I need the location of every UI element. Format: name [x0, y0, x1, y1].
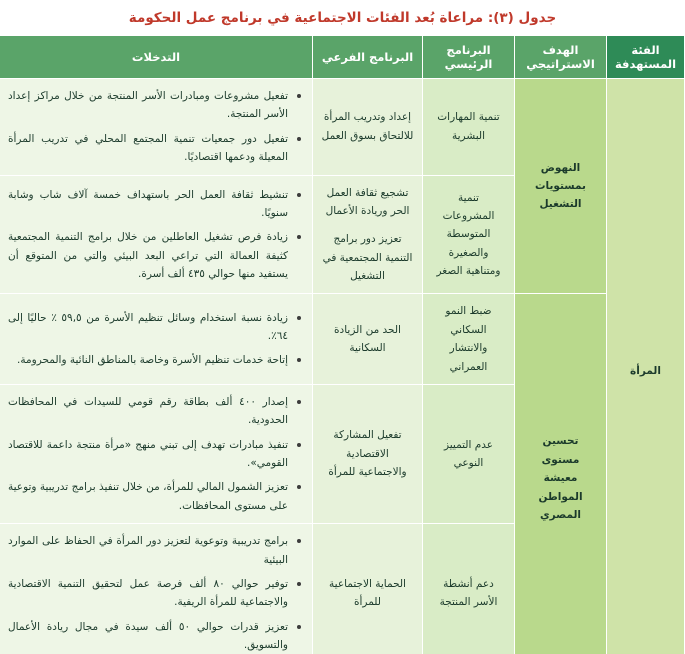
cell-sub-program — [313, 384, 423, 523]
cell-main-program: دعم أنشطة الأسر المنتجة — [423, 524, 515, 654]
intervention-item: زيادة نسبة استخدام وسائل تنظيم الأسرة من ٥٩,٥ ٪ حاليًا إلى ٦٤٪. — [8, 309, 290, 346]
sub-program-line: الحماية الاجتماعية للمرأة — [329, 577, 406, 609]
intervention-item: زيادة فرص تشغيل العاطلين من خلال برامج التنمية المجتمعية كثيفة العمالة التي تراعي البعد البيئي والتي من المتوقع أن يستفيد منها حوالي ٤٣٥ ألف أسرة. — [8, 228, 290, 283]
intervention-item: تفعيل مشروعات ومبادرات الأسر المنتجة من خلال مراكز إعداد الأسر المنتجة. — [8, 87, 290, 124]
intervention-list — [8, 532, 304, 654]
cell-target-group: المرأة — [607, 79, 685, 654]
cell-interventions — [0, 79, 313, 176]
column-header-main: البرنامج الرئيسي — [423, 36, 515, 79]
intervention-list — [8, 309, 304, 370]
cell-interventions — [0, 294, 313, 385]
cell-sub-program — [313, 79, 423, 176]
cell-interventions — [0, 384, 313, 523]
intervention-item: برامج تدريبية وتوعوية لتعزيز دور المرأة في الحفاظ على الموارد البيئية — [8, 532, 290, 569]
sub-program-line: الحد من الزيادة السكانية — [334, 323, 401, 355]
sub-program-line: تشجيع ثقافة العمل الحر وريادة الأعمال — [325, 186, 410, 217]
cell-main-program: تنمية المهارات البشرية — [423, 79, 515, 176]
table-row — [0, 294, 685, 385]
intervention-item: تنشيط ثقافة العمل الحر باستهداف خمسة آلاف شاب وشابة سنويًا. — [8, 186, 290, 223]
cell-sub-program — [313, 524, 423, 654]
cell-interventions — [0, 524, 313, 654]
cell-main-program: ضبط النمو السكاني والانتشار العمراني — [423, 294, 515, 385]
cell-main-program: عدم التمييز النوعي — [423, 384, 515, 523]
intervention-item: تعزيز الشمول المالي للمرأة، من خلال تنفيذ برامج تدريبية وتوعية على مستوى المحافظات. — [8, 478, 290, 515]
column-header-sub: البرنامج الفرعي — [313, 36, 423, 79]
intervention-list — [8, 87, 304, 167]
cell-sub-program — [313, 175, 423, 294]
table-row — [0, 79, 685, 176]
cell-interventions — [0, 175, 313, 294]
sub-program-line: تفعيل المشاركة الاقتصادية والاجتماعية للمرأة — [328, 429, 407, 479]
column-header-target: الفئة المستهدفة — [607, 36, 685, 79]
intervention-item: تنفيذ مبادرات تهدف إلى تبني منهج «مرأة منتجة داعمة للاقتصاد القومي». — [8, 436, 290, 473]
intervention-list — [8, 186, 304, 284]
table-header — [0, 36, 685, 79]
table-title: جدول (٣): مراعاة بُعد الفئات الاجتماعية في برنامج عمل الحكومة — [128, 10, 557, 26]
cell-strategic-goal: تحسين مستوى معيشة المواطن المصري — [515, 294, 607, 654]
intervention-list — [8, 393, 304, 515]
intervention-item: تعزيز قدرات حوالي ٥٠ ألف سيدة في مجال ريادة الأعمال والتسويق. — [8, 618, 290, 654]
table-body — [0, 79, 685, 654]
intervention-item: تفعيل دور جمعيات تنمية المجتمع المحلي في تدريب المرأة المعيلة ودعمها اقتصاديًا. — [8, 130, 290, 167]
column-header-strategic: الهدف الاستراتيجي — [515, 36, 607, 79]
social-groups-table — [0, 35, 685, 654]
header-row — [0, 36, 685, 79]
cell-main-program: تنمية المشروعات المتوسطة والصغيرة ومتناهية الصغر — [423, 175, 515, 294]
sub-program-line: إعداد وتدريب المرأة للالتحاق بسوق العمل — [321, 111, 414, 142]
intervention-item: توفير حوالي ٨٠ ألف فرصة عمل لتحقيق التنمية الاقتصادية والاجتماعية للمرأة الريفية. — [8, 575, 290, 612]
intervention-item: إتاحة خدمات تنظيم الأسرة وخاصة بالمناطق النائية والمحرومة. — [8, 351, 290, 369]
sub-program-line: تعزيز دور برامج التنمية المجتمعية في التشغيل — [322, 233, 413, 282]
cell-strategic-goal: النهوض بمستويات التشغيل — [515, 79, 607, 294]
cell-sub-program — [313, 294, 423, 385]
column-header-interventions: التدخلات — [0, 36, 313, 79]
intervention-item: إصدار ٤٠٠ ألف بطاقة رقم قومي للسيدات في المحافظات الحدودية. — [8, 393, 290, 430]
